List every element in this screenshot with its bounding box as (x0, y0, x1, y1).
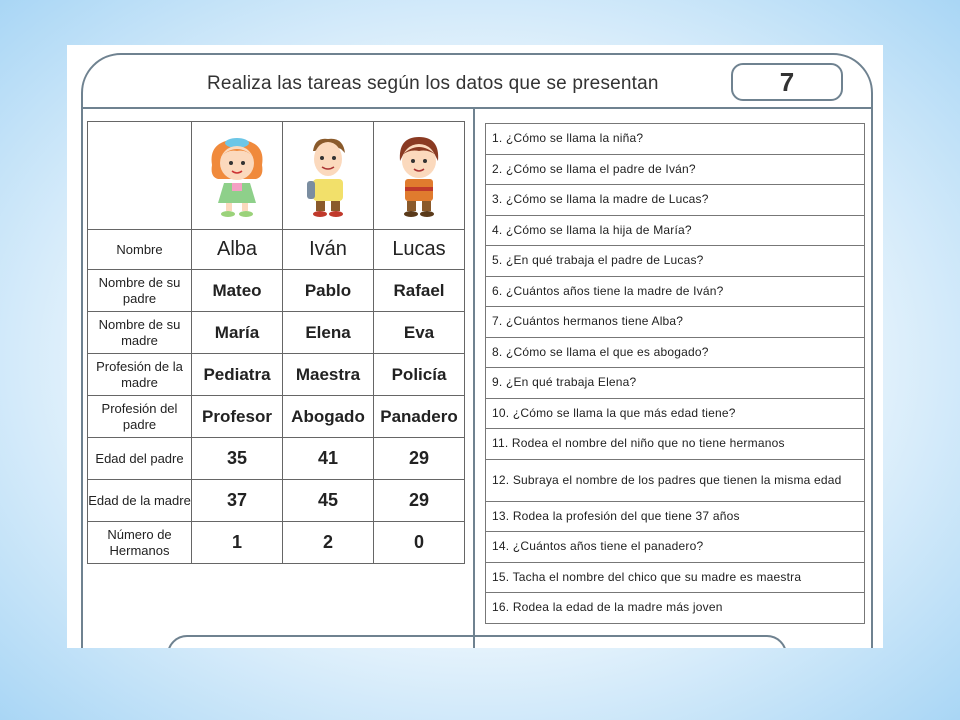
table-row (88, 522, 465, 564)
row-label-nombre: Nombre (88, 230, 192, 270)
question-item: 15. Tacha el nombre del chico que su madre es maestra (485, 563, 865, 594)
question-item: 3. ¿Cómo se llama la madre de Lucas? (485, 185, 865, 216)
kid-picture-cell (283, 122, 374, 230)
row-label-padre: Nombre de su padre (88, 270, 192, 312)
cell-madre: Eva (374, 312, 465, 354)
cell-prof-padre: Abogado (283, 396, 374, 438)
title-divider (83, 107, 873, 109)
question-item: 5. ¿En qué trabaja el padre de Lucas? (485, 246, 865, 277)
worksheet (67, 45, 883, 648)
kid-picture-cell (192, 122, 283, 230)
cell-prof-padre: Panadero (374, 396, 465, 438)
cell-edad-madre: 45 (283, 480, 374, 522)
cell-madre: María (192, 312, 283, 354)
table-row (88, 396, 465, 438)
cell-hermanos: 2 (283, 522, 374, 564)
table-row (88, 230, 465, 270)
row-label-hermanos: Número de Hermanos (88, 522, 192, 564)
question-item: 16. Rodea la edad de la madre más joven (485, 593, 865, 624)
cell-prof-madre: Pediatra (192, 354, 283, 396)
cell-edad-padre: 35 (192, 438, 283, 480)
kid-picture-cell (374, 122, 465, 230)
cell-edad-madre: 37 (192, 480, 283, 522)
question-item: 11. Rodea el nombre del niño que no tiene hermanos (485, 429, 865, 460)
cell-prof-madre: Policía (374, 354, 465, 396)
question-item: 1. ¿Cómo se llama la niña? (485, 124, 865, 155)
cell-madre: Elena (283, 312, 374, 354)
girl-icon (202, 131, 272, 221)
page-title: Realiza las tareas según los datos que se presentan (207, 73, 659, 94)
table-row (88, 122, 465, 230)
question-item: 8. ¿Cómo se llama el que es abogado? (485, 338, 865, 369)
cell-prof-padre: Profesor (192, 396, 283, 438)
question-item: 10. ¿Cómo se llama la que más edad tiene? (485, 399, 865, 430)
question-item: 13. Rodea la profesión del que tiene 37 años (485, 502, 865, 533)
table-row (88, 480, 465, 522)
family-data-table (87, 121, 465, 564)
empty-corner-cell (88, 122, 192, 230)
bottom-frame (167, 635, 787, 648)
row-label-prof-padre: Profesión del padre (88, 396, 192, 438)
page-number: 7 (779, 66, 795, 97)
boy-icon (384, 131, 454, 221)
row-label-edad-padre: Edad del padre (88, 438, 192, 480)
cell-edad-madre: 29 (374, 480, 465, 522)
cell-edad-padre: 29 (374, 438, 465, 480)
column-divider (473, 108, 475, 648)
table-row (88, 438, 465, 480)
row-label-prof-madre: Profesión de la madre (88, 354, 192, 396)
table-row (88, 270, 465, 312)
row-label-madre: Nombre de su madre (88, 312, 192, 354)
question-item: 2. ¿Cómo se llama el padre de Iván? (485, 155, 865, 186)
boy-with-backpack-icon (293, 131, 363, 221)
table-row (88, 354, 465, 396)
cell-nombre: Lucas (374, 230, 465, 270)
row-label-edad-madre: Edad de la madre (88, 480, 192, 522)
cell-padre: Pablo (283, 270, 374, 312)
cell-prof-madre: Maestra (283, 354, 374, 396)
cell-nombre: Iván (283, 230, 374, 270)
cell-padre: Mateo (192, 270, 283, 312)
cell-edad-padre: 41 (283, 438, 374, 480)
cell-hermanos: 0 (374, 522, 465, 564)
cell-hermanos: 1 (192, 522, 283, 564)
table-row (88, 312, 465, 354)
question-item: 9. ¿En qué trabaja Elena? (485, 368, 865, 399)
question-item: 7. ¿Cuántos hermanos tiene Alba? (485, 307, 865, 338)
question-item: 14. ¿Cuántos años tiene el panadero? (485, 532, 865, 563)
question-item: 4. ¿Cómo se llama la hija de María? (485, 216, 865, 247)
question-list (485, 123, 865, 624)
question-item: 12. Subraya el nombre de los padres que tienen la misma edad (485, 460, 865, 502)
question-item: 6. ¿Cuántos años tiene la madre de Iván? (485, 277, 865, 308)
cell-nombre: Alba (192, 230, 283, 270)
page-number-badge (731, 63, 843, 101)
cell-padre: Rafael (374, 270, 465, 312)
